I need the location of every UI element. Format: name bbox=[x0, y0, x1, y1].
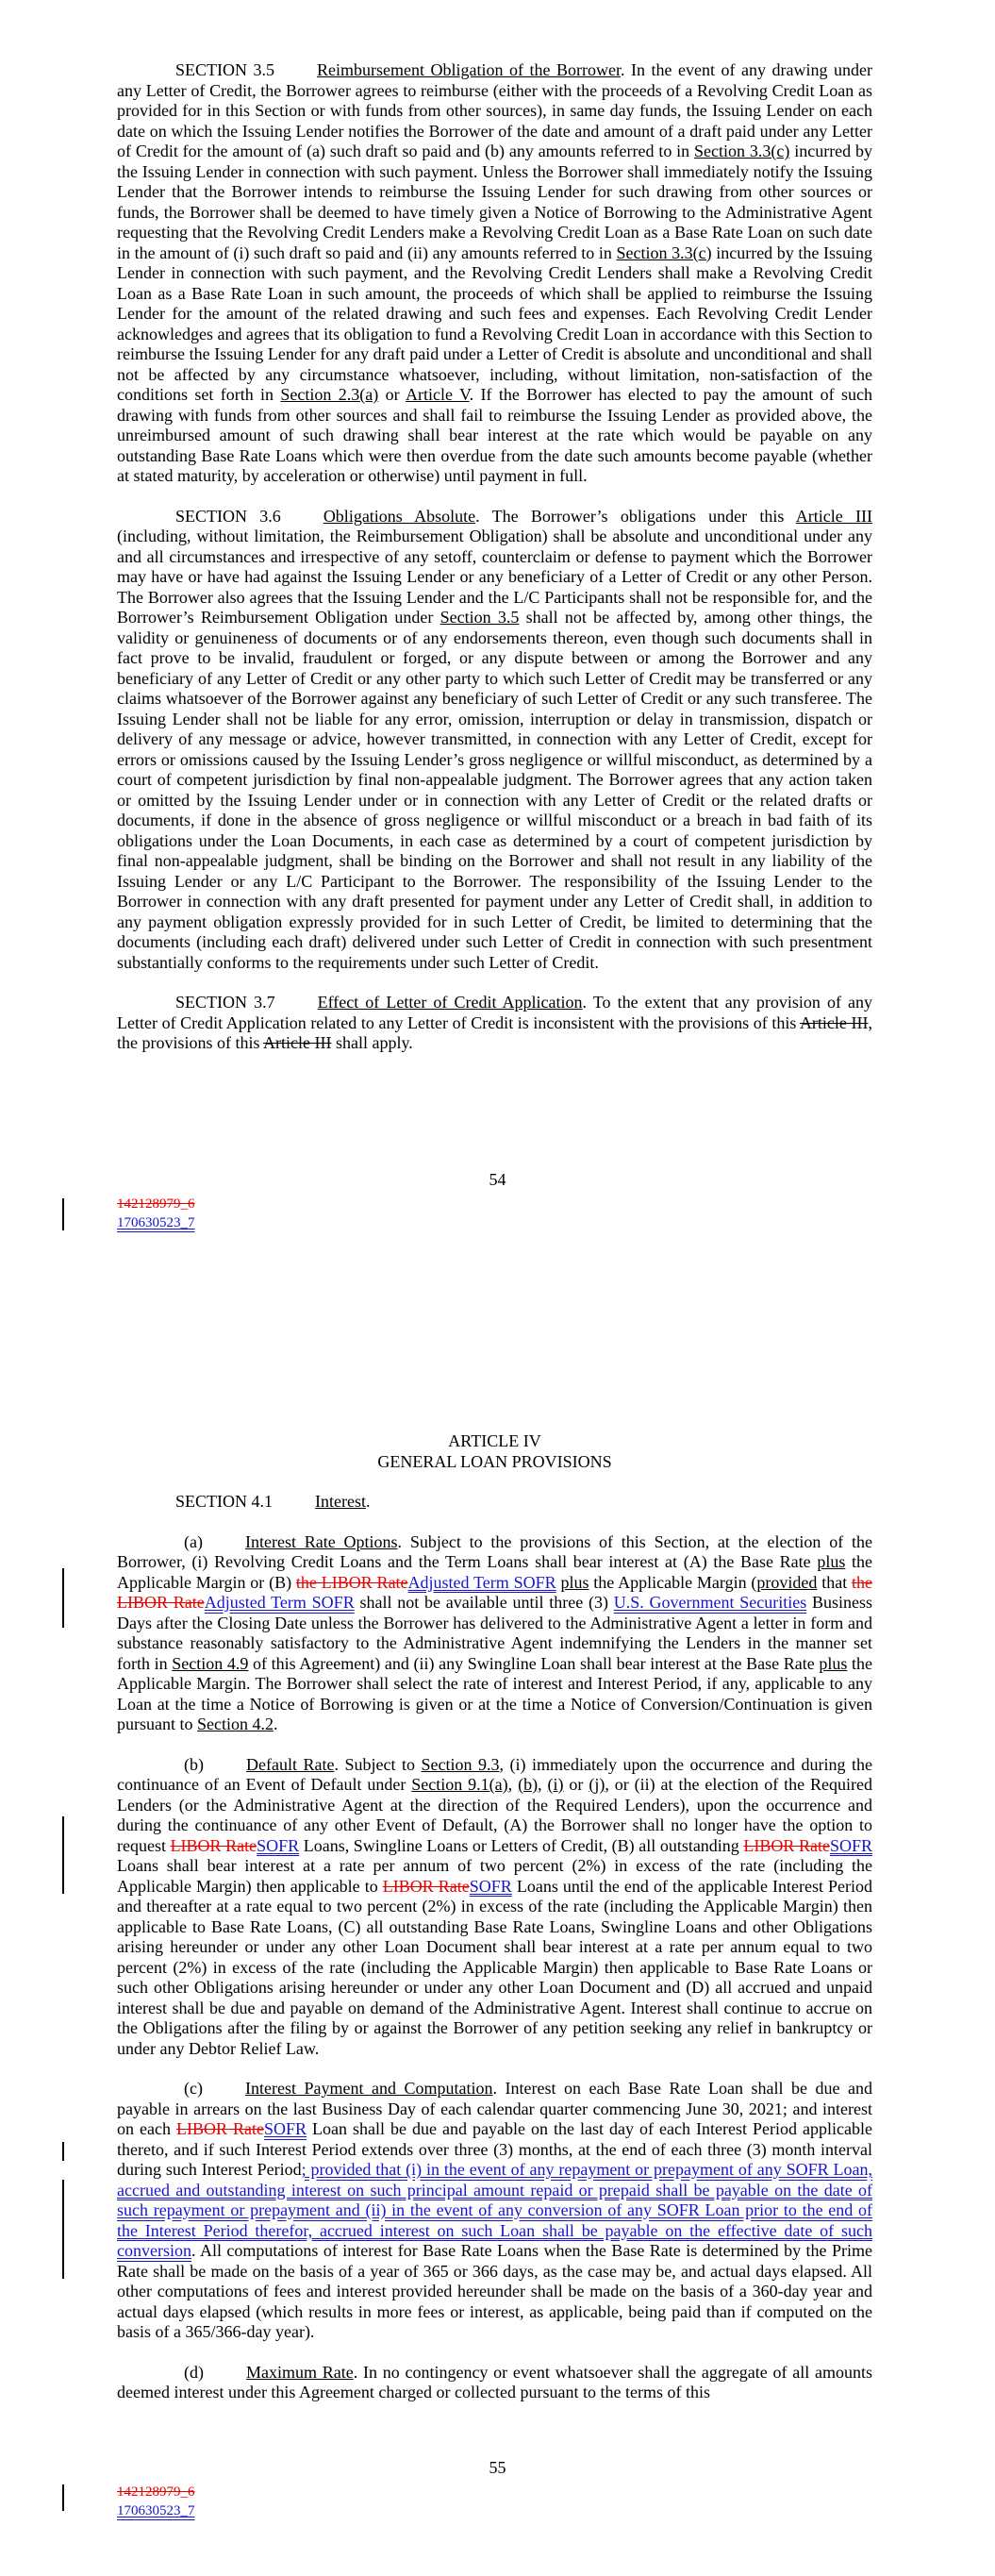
text-run: (including, without limitation, the Reimbursement Obligation) shall be absolute and unconditional under any and all circumstances and irrespective of any setoff, counterclaim or defense to payment which the Borrower may have or have had against the Issuing Lender or any beneficiary of a Letter of Credit or any other Person. The Borrower also agrees that the Issuing Lender and the L/C Participants shall not be responsible for, and the Borrower’s Reimbursement Obligation under bbox=[117, 527, 872, 627]
underlined-text: Section 9.1(a) bbox=[411, 1775, 508, 1794]
text-run: the Applicable Margin ( bbox=[589, 1572, 757, 1592]
inserted-text: ; provided that (i) in the event of any repayment or prepayment of any SOFR Loan, accrued and outstanding interest on such principal amount repaid or prepaid shall be payable on the date of such repayment or prepayment and (ii) in the event of any conversion of any SOFR Loan prior to the end of the Interest Period therefor, accrued interest on such Loan shall be payable on the effective date of such conversion bbox=[117, 2160, 872, 2260]
underlined-text: Default Rate bbox=[246, 1754, 335, 1774]
article-heading-line: GENERAL LOAN PROVISIONS bbox=[377, 1451, 612, 1471]
text-run: or bbox=[563, 1775, 589, 1794]
underlined-text: Interest Payment and Computation bbox=[244, 2079, 493, 2098]
text-run: SECTION 3.5 bbox=[175, 60, 275, 79]
document-id-footnotes bbox=[117, 1195, 195, 1232]
paragraph-d-maximum-rate bbox=[117, 2363, 872, 2403]
text-run: . The Borrower’s obligations under this bbox=[475, 506, 796, 526]
section-3-6-paragraph bbox=[117, 507, 872, 974]
change-bar bbox=[62, 1568, 64, 1628]
section-3-7-paragraph bbox=[117, 993, 872, 1054]
text-run: the Applicable Margin. The Borrower shall select the rate of interest and Interest Period, if any, applicable to any Loan at the time a Notice of Borrowing is given or at the time a Notice of Conversion/Continuation is given pursuant to bbox=[117, 1653, 872, 1733]
text-run: SECTION 3.7 bbox=[175, 993, 275, 1012]
text-run: . In no contingency or event whatsoever shall the aggregate of all amounts deemed interest under this Agreement charged or collected pursuant to the terms of this bbox=[117, 2362, 873, 2401]
page-55 bbox=[0, 1288, 995, 2576]
deleted-text: LIBOR Rate bbox=[382, 1876, 470, 1896]
text-run: incurred by the Issuing Lender in connection with such payment, and the Revolving Credit Lenders shall make a Revolving Credit Loan as a Base Rate Loan in such amount, the proceeds of which shall be applied to reimburse the Issuing Lender for the amount of the related drawing and such fees and expenses. Each Revolving Credit Lender acknowledges and agrees that its obligation to fund a Revolving Credit Loan in accordance with this Section to reimburse the Issuing Lender for any draft paid under a Letter of Credit is absolute and unconditional and shall not be affected by any circumstance whatsoever, including, without limitation, non-satisfaction of the conditions set forth in bbox=[117, 243, 872, 404]
page-number: 55 bbox=[489, 2458, 506, 2477]
text-run: SECTION 4.1 bbox=[175, 1492, 273, 1511]
page-footer bbox=[0, 2458, 995, 2562]
underlined-text: Section 3.3(c) bbox=[616, 243, 712, 262]
underlined-text: Effect of Letter of Credit Application bbox=[317, 993, 583, 1012]
underlined-text: Section 2.3(a) bbox=[280, 385, 379, 404]
deleted-text: the LIBOR Rate bbox=[295, 1572, 408, 1592]
underlined-text: plus bbox=[819, 1653, 848, 1673]
section-3-5-paragraph bbox=[117, 60, 872, 487]
struck-text: Article III bbox=[263, 1033, 332, 1052]
inserted-text: SOFR bbox=[829, 1835, 872, 1855]
text-run: (b) bbox=[184, 1754, 204, 1774]
text-run: (c) bbox=[184, 2079, 203, 2098]
text-run: shall not be available until three (3) bbox=[354, 1593, 614, 1612]
deleted-text: the LIBOR Rate bbox=[117, 1572, 873, 1612]
inserted-text: Adjusted Term SOFR bbox=[204, 1593, 355, 1612]
change-bar bbox=[62, 1816, 64, 1894]
text-run: (a) bbox=[184, 1531, 203, 1551]
text-run: . bbox=[274, 1715, 278, 1733]
underlined-text: Article V bbox=[405, 385, 470, 404]
text-run: , the provisions of this bbox=[117, 1012, 872, 1052]
change-bar bbox=[62, 1198, 64, 1230]
text-run: that bbox=[817, 1572, 853, 1592]
underlined-text: (i) bbox=[547, 1775, 564, 1794]
text-run: (d) bbox=[184, 2362, 204, 2382]
text-run: . If the Borrower has elected to pay the amount of such drawing with funds from other sources and shall fail to reimburse the Issuing Lender as provided above, the unreimbursed amount of such drawing shall bear interest at the rate which would be payable on any outstanding Base Rate Loans which were then overdue from the date such amounts become payable (whether at stated maturity, by acceleration or otherwise) until payment in full. bbox=[117, 385, 872, 485]
text-run: Loan shall be due and payable on the last day of each Interest Period applicable thereto, and if such Interest Period extends over three (3) months, at the end of each three (3) month interval during such Interest Period bbox=[117, 2119, 872, 2179]
text-run: . To the extent that any provision of any Letter of Credit Application related to any Letter of Credit is inconsistent with the provisions of this bbox=[117, 993, 873, 1032]
text-run: . Interest on each Base Rate Loan shall be due and payable in arrears on the last Business Day of each calendar quarter commencing June 30, 2021; and interest on each bbox=[117, 2079, 872, 2138]
change-bar bbox=[62, 2484, 64, 2511]
underlined-text: provided bbox=[756, 1572, 818, 1592]
text-run: . Subject to bbox=[334, 1754, 422, 1774]
deleted-text: LIBOR Rate bbox=[176, 2119, 264, 2138]
inserted-text: U.S. Government Securities bbox=[613, 1593, 807, 1612]
text-run: , (i) immediately upon the occurrence and during the continuance of an Event of Default under bbox=[117, 1754, 872, 1794]
struck-text: Article III bbox=[799, 1012, 869, 1032]
page-content bbox=[117, 0, 872, 1054]
underlined-text: (j) bbox=[589, 1775, 605, 1794]
underlined-text: Obligations Absolute bbox=[323, 506, 476, 526]
text-run: shall not be affected by, among other things, the validity or genuineness of documents or of any endorsements thereon, even though such documents shall in fact prove to be invalid, fraudulent or forged, or any dispute between or among the Borrower and any beneficiary of any Letter of Credit or any other party to which such Letter of Credit may be transferred or any claims whatsoever of the Borrower against any beneficiary of such Letter of Credit or any such transferee. The Issuing Lender shall not be liable for any error, omission, interruption or delay in transmission, dispatch or delivery of any message or advice, however transmitted, in connection with any Letter of Credit, except for errors or omissions caused by the Issuing Lender’s gross negligence or willful misconduct, as determined by a court of competent jurisdiction by final non-appealable judgment. The Borrower agrees that any action taken or omitted by the Issuing Lender under or in connection with any Letter of Credit or the related drafts or documents, if done in the absence of gross negligence or willful misconduct or a breach in bad faith of its obligations under the Loan Documents, in each case as determined by a court of competent jurisdiction by final non-appealable judgment, shall be binding on the Borrower and shall not result in any liability of the Issuing Lender or any L/C Participant to the Borrower. The responsibility of the Issuing Lender to the Borrower in connection with any draft presented for payment under any Letter of Credit shall, in addition to any payment obligation expressly provided for in such Letter of Credit, be limited to determining that the documents (including each draft) delivered under such Letter of Credit in connection with such presentment substantially conforms to the requirements under such Letter of Credit. bbox=[117, 608, 872, 972]
text-run: Business Days after the Closing Date unless the Borrower has delivered to the Administrative Agent a letter in form and substance reasonably satisfactory to the Administrative Agent indemnifying the Lenders in the manner set forth in bbox=[117, 1593, 872, 1673]
underlined-text: Article III bbox=[795, 506, 873, 526]
deleted-document-id: 142128979_6 bbox=[117, 2484, 195, 2500]
text-run: SECTION 3.6 bbox=[175, 506, 281, 526]
article-heading-line: ARTICLE IV bbox=[448, 1431, 541, 1450]
inserted-text: SOFR bbox=[469, 1876, 512, 1896]
inserted-document-id: 170630523_7 bbox=[117, 2503, 195, 2518]
text-run: . In the event of any drawing under any Letter of Credit, the Borrower agrees to reimburse (either with the proceeds of a Revolving Credit Loan as provided for in this Section or with funds from other sources), in same day funds, the Issuing Lender on each date on which the Issuing Lender notifies the Borrower of the date and amount of a draft paid under any Letter of Credit for the amount of (a) such draft so paid and (b) any amounts referred to in bbox=[117, 60, 872, 160]
change-bar bbox=[62, 2142, 64, 2161]
inserted-document-id: 170630523_7 bbox=[117, 1215, 195, 1230]
underlined-text: plus bbox=[817, 1552, 846, 1571]
paragraph-b-default-rate bbox=[117, 1755, 872, 2060]
underlined-text: Section 4.2 bbox=[197, 1715, 274, 1733]
page-number: 54 bbox=[489, 1170, 506, 1189]
underlined-text: (b) bbox=[518, 1775, 539, 1794]
text-run: . bbox=[365, 1492, 371, 1511]
underlined-text: Interest bbox=[315, 1492, 366, 1511]
inserted-text: SOFR bbox=[257, 1835, 300, 1855]
deleted-text: LIBOR Rate bbox=[170, 1835, 257, 1855]
text-run: . All computations of interest for Base Rate Loans when the Base Rate is determined by the Prime Rate shall be made on the basis of a year of 365 or 366 days, as the case may be, and actual days elapsed. All other computations of fees and interest provided hereunder shall be made on the basis of a 360-day year and actual days elapsed (which results in more fees or interest, as applicable, being paid than if computed on the basis of a 365/366-day year). bbox=[117, 2241, 872, 2341]
underlined-text: Reimbursement Obligation of the Borrower bbox=[317, 60, 621, 79]
page-footer bbox=[0, 1170, 995, 1274]
document-id-footnotes bbox=[117, 2483, 195, 2520]
underlined-text: Section 4.9 bbox=[172, 1653, 249, 1673]
change-bar bbox=[62, 2180, 64, 2279]
text-run: Loans, Swingline Loans or Letters of Credit, (B) all outstanding bbox=[299, 1835, 744, 1855]
text-run: incurred by the Issuing Lender in connection with such payment. Unless the Borrower shall immediately notify the Issuing Lender that the Borrower intends to reimburse the Issuing Lender for such drawing from other sources or funds, the Borrower shall be deemed to have timely given a Notice of Borrowing to the Administrative Agent requesting that the Revolving Credit Lenders make a Revolving Credit Loan as a Base Rate Loan on such date in the amount of (i) such draft so paid and (ii) any amounts referred to in bbox=[117, 142, 873, 262]
underlined-text: Section 3.5 bbox=[439, 608, 520, 627]
inserted-text: Adjusted Term SOFR bbox=[407, 1572, 556, 1592]
text-run: shall apply. bbox=[331, 1033, 413, 1052]
underlined-text: Interest Rate Options bbox=[244, 1531, 398, 1551]
section-4-1-heading bbox=[117, 1492, 872, 1513]
text-run: , or (ii) at the election of the Required Lenders (or the Administrative Agent at the direction of the Required Lenders), upon the occurrence and during the continuance of any other Event of Default, (A) the Borrower shall no longer have the option to request bbox=[117, 1775, 873, 1855]
underlined-text: Maximum Rate bbox=[246, 2362, 354, 2382]
text-run: Loans shall bear interest at a rate per annum of two percent (2%) in excess of the rate (including the Applicable Margin) then applicable to bbox=[117, 1856, 872, 1896]
underlined-text: Section 9.3 bbox=[421, 1754, 500, 1774]
text-run: the Applicable Margin or (B) bbox=[117, 1552, 873, 1592]
page-content bbox=[117, 1288, 872, 2403]
paragraph-a-interest-rate-options bbox=[117, 1532, 872, 1735]
text-run: Loans until the end of the applicable Interest Period and thereafter at a rate equal to two percent (2%) in excess of the rate (including the Applicable Margin) then applicable to Base Rate Loans, (C) all outstanding Base Rate Loans, Swingline Loans and other Obligations arising hereunder or under any other Loan Document shall bear interest at a rate per annum equal to two percent (2%) in excess of the rate (including the Applicable Margin) then applicable to Base Rate Loans or such other Obligations arising hereunder or under any other Loan Document and (D) all accrued and unpaid interest shall be due and payable on demand of the Administrative Agent. Interest shall continue to accrue on the Obligations after the filing by or against the Borrower of any petition seeking any relief in bankruptcy or under any Debtor Relief Law. bbox=[117, 1876, 872, 2058]
paragraph-c-interest-payment-and-computation bbox=[117, 2079, 872, 2343]
text-run: of this Agreement) and (ii) any Swingline Loan shall bear interest at the Base Rate bbox=[248, 1653, 820, 1673]
underlined-text: Section 3.3(c) bbox=[694, 142, 790, 160]
inserted-text: SOFR bbox=[264, 2119, 307, 2138]
deleted-text: LIBOR Rate bbox=[743, 1835, 830, 1855]
article-heading bbox=[117, 1431, 872, 1472]
text-run: , bbox=[538, 1775, 548, 1794]
deleted-document-id: 142128979_6 bbox=[117, 1196, 195, 1212]
text-run: . Subject to the provisions of this Section, at the election of the Borrower, (i) Revolving Credit Loans and the Term Loans shall bear interest at (A) the Base Rate bbox=[117, 1531, 872, 1571]
text-run: or bbox=[378, 385, 406, 404]
underlined-text: plus bbox=[560, 1572, 589, 1592]
text-run: , bbox=[507, 1775, 519, 1794]
